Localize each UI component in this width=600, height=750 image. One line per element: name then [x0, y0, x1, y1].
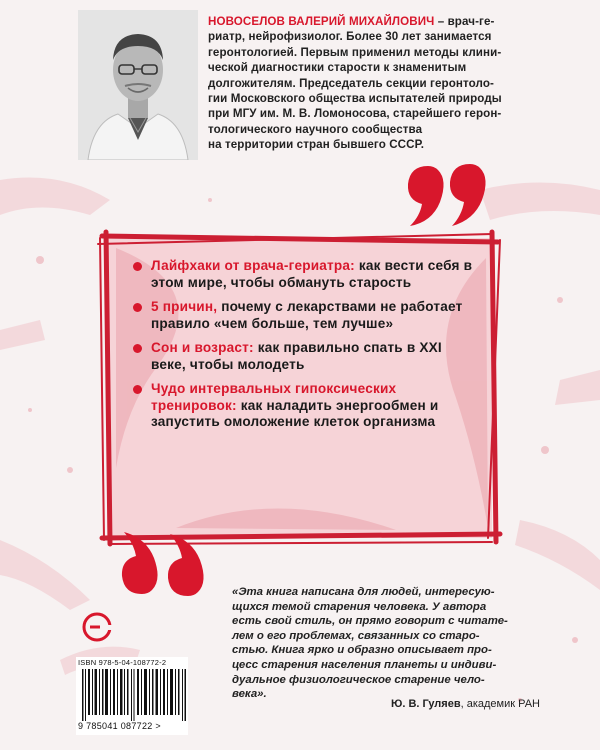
author-bio-line-7: при МГУ им. М. В. Ломоносова, старейшего герон- — [208, 107, 502, 121]
author-name: НОВОСЕЛОВ ВАЛЕРИЙ МИХАЙЛОВИЧ — [208, 15, 435, 28]
author-bio-line-5: долгожителям. Председатель секции геронтоло- — [208, 76, 494, 90]
review-line-4: лем о его проблемах, связанных со старо- — [232, 629, 480, 642]
review-line-2: щихся темой старения человека. У автора — [232, 600, 487, 613]
author-bio-line-3: геронтологией. Первым применил методы клини- — [208, 45, 502, 59]
author-bio-line-9: на территории стран бывшего СССР. — [208, 138, 425, 152]
review-author-title: , академик РАН — [460, 698, 540, 710]
highlight-item: Чудо интервальных гипоксических тренировок: как наладить энергообмен и запустить омоложение клеток организма — [133, 381, 473, 431]
review-line-6: цесс старения населения планеты и индиви- — [232, 658, 497, 671]
author-bio-line-8: тологического научного сообщества — [208, 122, 423, 136]
author-photo — [78, 10, 198, 160]
publisher-logo-icon — [82, 612, 112, 642]
highlight-item: 5 причин, почему с лекарствами не работает правило «чем больше, тем лучше» — [133, 299, 473, 332]
author-bio-line-4: ческой диагностики старости к знаменитым — [208, 61, 467, 75]
review-line-7: дуальное физиологическое старение чело- — [232, 673, 485, 686]
barcode-digits: 9 785041 087722 > — [78, 721, 161, 731]
review-quote — [232, 585, 542, 702]
author-bio — [208, 14, 538, 153]
review-line-8: века». — [232, 688, 267, 701]
author-bio-line-6: гии Московского общества испытателей природы — [208, 92, 502, 106]
bullet-dot-icon — [133, 344, 142, 353]
highlights-list — [133, 258, 473, 439]
review-line-5: стью. Книга ярко и образно описывает про- — [232, 644, 492, 657]
bullet-dot-icon — [133, 303, 142, 312]
bullet-dot-icon — [133, 262, 142, 271]
author-bio-line-1: НОВОСЕЛОВ ВАЛЕРИЙ МИХАЙЛОВИЧ – врач-ге- — [208, 15, 495, 28]
highlight-item: Лайфхаки от врача-гериатра: как вести себя в этом мире, чтобы обмануть старость — [133, 258, 473, 291]
barcode-icon — [82, 669, 186, 721]
review-author — [330, 698, 540, 710]
highlight-item: Сон и возраст: как правильно спать в XXI веке, чтобы молодеть — [133, 340, 473, 373]
quote-open-icon — [402, 160, 492, 235]
quote-close-icon — [118, 520, 214, 600]
author-bio-line-2: риатр, нейрофизиолог. Более 30 лет занимается — [208, 30, 492, 44]
review-author-name: Ю. В. Гуляев — [391, 698, 461, 710]
review-line-3: есть свой стиль, он прямо говорит с читате- — [232, 615, 508, 628]
author-portrait-icon — [78, 10, 198, 160]
bullet-dot-icon — [133, 385, 142, 394]
isbn-label: ISBN 978-5-04-108772-2 — [78, 658, 167, 667]
review-line-1: «Эта книга написана для людей, интересую- — [232, 586, 495, 598]
barcode-area — [76, 657, 188, 735]
